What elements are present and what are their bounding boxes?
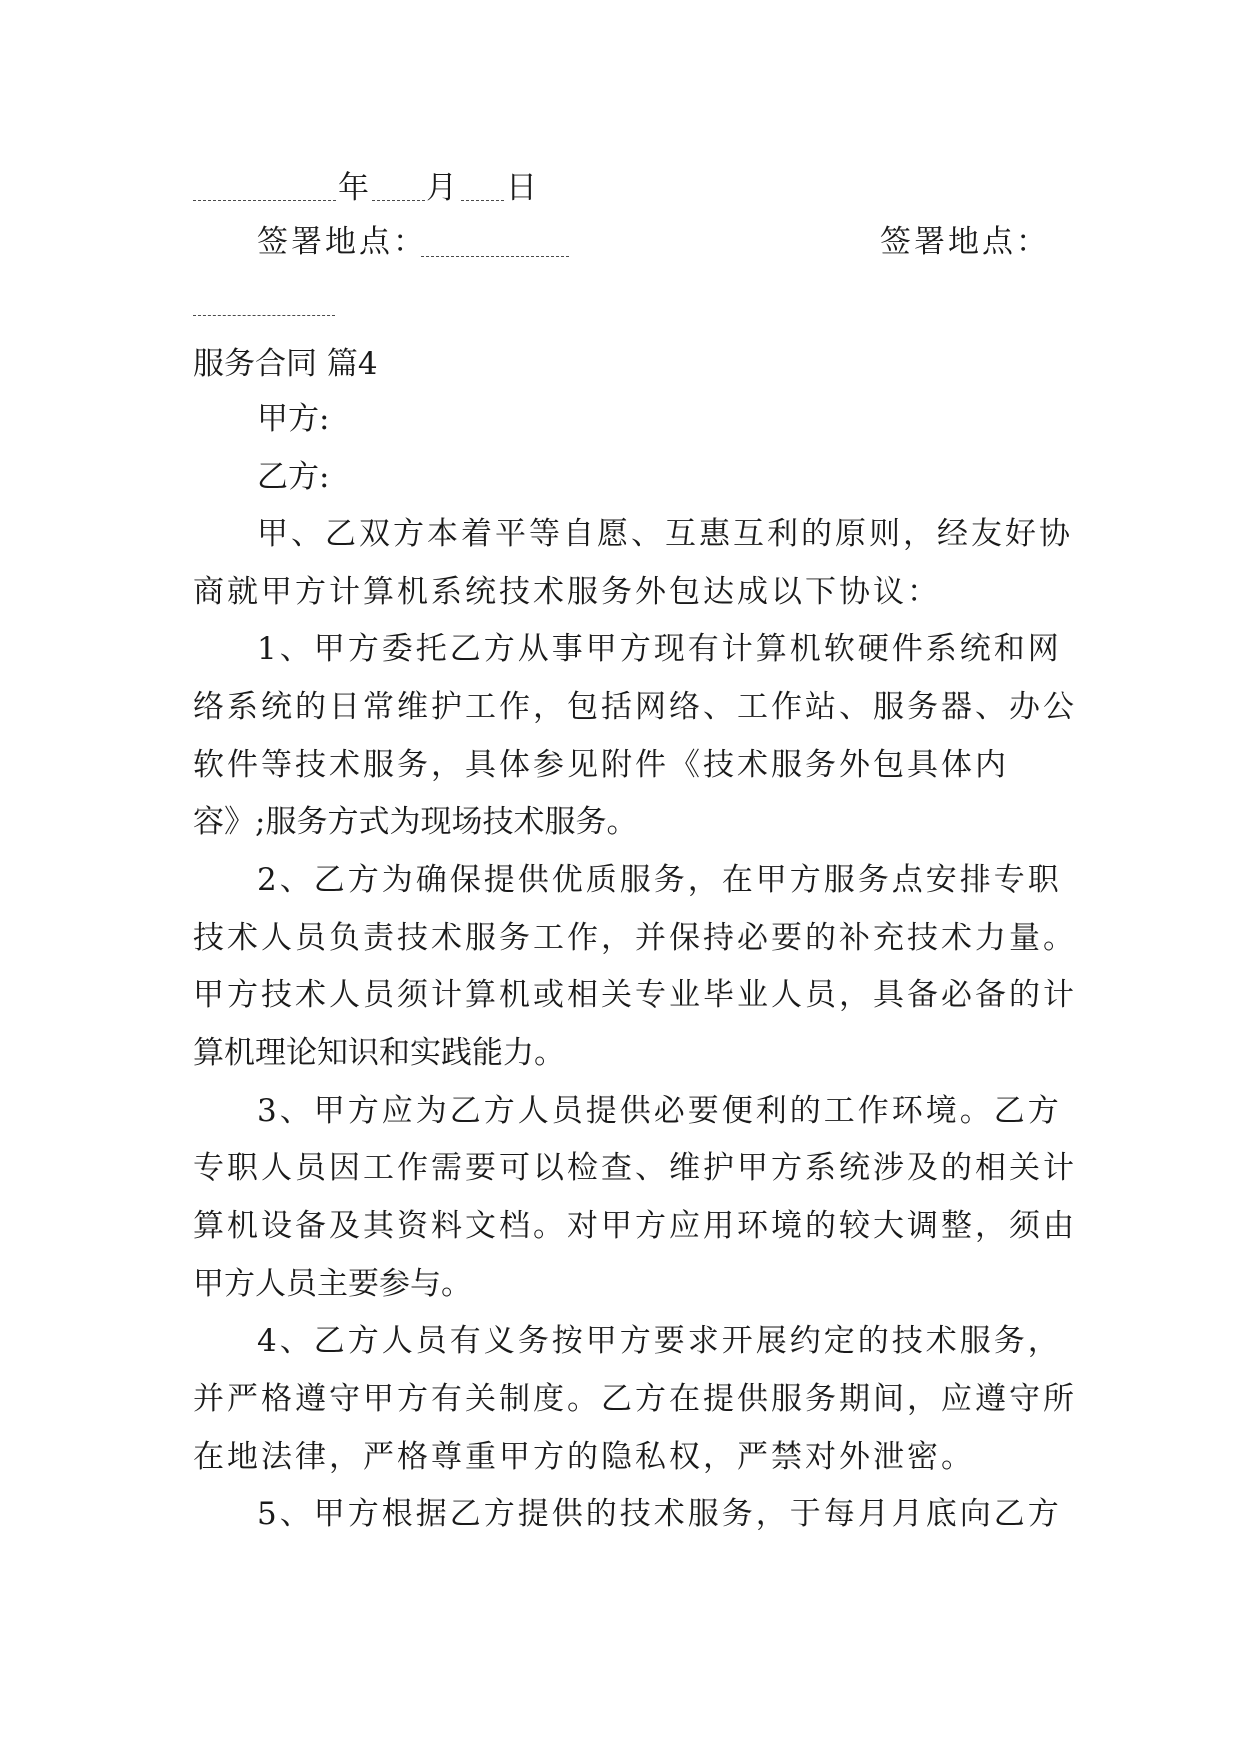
body-line: 络系统的日常维护工作，包括网络、工作站、服务器、办公	[193, 689, 1077, 725]
sign-place-b-label: 签署地点：	[880, 224, 1050, 260]
year-label: 年	[338, 170, 369, 206]
sign-place-a-label: 签署地点：	[257, 224, 427, 260]
day-label: 日	[506, 170, 537, 206]
body-line: 算机理论知识和实践能力。	[193, 1035, 565, 1071]
body-line: 4、乙方人员有义务按甲方要求开展约定的技术服务，	[257, 1323, 1062, 1359]
sign-place-a-blank	[421, 256, 569, 257]
body-line: 5、甲方根据乙方提供的技术服务，于每月月底向乙方	[257, 1496, 1062, 1532]
day-blank	[461, 200, 504, 201]
body-line: 容》;服务方式为现场技术服务。	[193, 804, 638, 840]
body-line: 技术人员负责技术服务工作，并保持必要的补充技术力量。	[193, 920, 1077, 956]
body-line: 软件等技术服务，具体参见附件《技术服务外包具体内	[193, 747, 1009, 783]
body-line: 在地法律，严格尊重甲方的隐私权，严禁对外泄密。	[193, 1439, 975, 1475]
body-line: 专职人员因工作需要可以检查、维护甲方系统涉及的相关计	[193, 1150, 1077, 1186]
year-blank	[193, 200, 336, 201]
body-line: 甲方技术人员须计算机或相关专业毕业人员，具备必备的计	[193, 977, 1077, 1013]
month-label: 月	[426, 170, 457, 206]
body-line: 商就甲方计算机系统技术服务外包达成以下协议：	[193, 574, 941, 610]
body-line: 甲、乙双方本着平等自愿、互惠互利的原则，经友好协	[257, 516, 1073, 552]
body-line: 算机设备及其资料文档。对甲方应用环境的较大调整，须由	[193, 1208, 1077, 1244]
party-a-label: 甲方:	[257, 401, 330, 437]
month-blank	[372, 200, 425, 201]
body-line: 并严格遵守甲方有关制度。乙方在提供服务期间，应遵守所	[193, 1381, 1077, 1417]
body-line: 3、甲方应为乙方人员提供必要便利的工作环境。乙方	[257, 1093, 1062, 1129]
body-line: 甲方人员主要参与。	[193, 1266, 472, 1302]
body-line: 2、乙方为确保提供优质服务，在甲方服务点安排专职	[257, 862, 1062, 898]
body-line: 1、甲方委托乙方从事甲方现有计算机软硬件系统和网	[257, 631, 1062, 667]
party-b-label: 乙方:	[257, 459, 330, 495]
section-heading: 服务合同 篇4	[193, 346, 378, 382]
sign-place-b-blank	[193, 315, 335, 316]
